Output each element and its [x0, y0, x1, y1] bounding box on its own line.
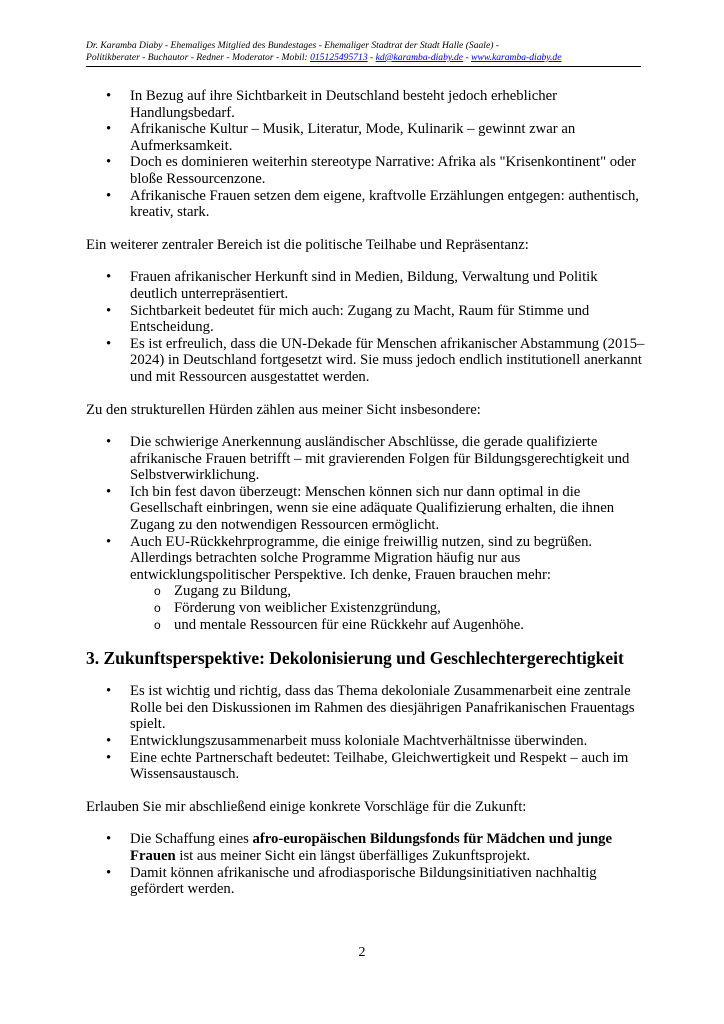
- list-item: • Sichtbarkeit bedeutet für mich auch: Zugang zu Macht, Raum für Stimme und Entscheidung.: [86, 303, 646, 336]
- sublist-item: o und mentale Ressourcen für eine Rückkehr auf Augenhöhe.: [130, 617, 646, 634]
- page-body: [86, 88, 646, 898]
- list-item: • Es ist wichtig und richtig, dass das Thema dekoloniale Zusammenarbeit eine zentrale Rolle bei den Diskussionen im Rahmen des diesjährigen Panafrikanischen Frauentags spielt.: [86, 683, 646, 733]
- list-item: • Die schwierige Anerkennung ausländischer Abschlüsse, die gerade qualifizierte afrikanische Frauen betrifft – mit gravierenden Folgen für Bildungsgerechtigkeit und Selbstverwirklichung.: [86, 434, 646, 484]
- list-item: • Doch es dominieren weiterhin stereotype Narrative: Afrika als "Krisenkontinent" oder bloße Ressourcenzone.: [86, 154, 646, 187]
- visibility-list: [86, 88, 646, 221]
- list-item: • Es ist erfreulich, dass die UN-Dekade für Menschen afrikanischer Abstammung (2015–2024) in Deutschland fortgesetzt wird. Sie muss jedoch endlich institutionell anerkannt und mit Ressourcen ausgestattet werden.: [86, 336, 646, 386]
- list-item-text: ist aus meiner Sicht ein längst überfälliges Zukunftsprojekt.: [175, 847, 531, 864]
- page-header: [86, 40, 641, 67]
- bold-emphasis: afro-europäischen Bildungsfonds für Mädchen und junge Frauen: [130, 831, 613, 864]
- proposals-list: [86, 831, 646, 897]
- paragraph-barriers: Zu den strukturellen Hürden zählen aus meiner Sicht insbesondere:: [86, 401, 481, 418]
- list-item: • Frauen afrikanischer Herkunft sind in Medien, Bildung, Verwaltung und Politik deutlich unterrepräsentiert.: [86, 269, 646, 302]
- header-divider: [86, 66, 641, 67]
- list-item: [86, 534, 646, 634]
- future-list: [86, 683, 646, 783]
- phone-link[interactable]: 015125495713: [310, 52, 368, 63]
- list-item-text: Auch EU-Rückkehrprogramme, die einige freiwillig nutzen, sind zu begrüßen. Allerdings betrachten solche Programme Migration häufig nur aus entwicklungspolitischer Perspektive. Ich denke, Frauen brauchen mehr:: [130, 533, 593, 583]
- header-line-1: Dr. Karamba Diaby - Ehemaliges Mitglied des Bundestages - Ehemaliger Stadtrat der Stadt Halle (Saale) -: [86, 40, 500, 51]
- paragraph-participation: Ein weiterer zentraler Bereich ist die politische Teilhabe und Repräsentanz:: [86, 236, 529, 253]
- list-item: • Afrikanische Kultur – Musik, Literatur, Mode, Kulinarik – gewinnt zwar an Aufmerksamkeit.: [86, 121, 646, 154]
- header-line-2: [86, 52, 641, 64]
- barriers-list: [86, 434, 646, 633]
- list-item: [86, 831, 646, 864]
- header-roles: Politikberater - Buchautor - Redner - Moderator - Mobil:: [86, 52, 311, 63]
- list-item: • In Bezug auf ihre Sichtbarkeit in Deutschland besteht jedoch erheblicher Handlungsbedarf.: [86, 88, 646, 121]
- sublist-item: o Zugang zu Bildung,: [130, 583, 646, 600]
- participation-list: [86, 269, 646, 385]
- list-item: • Entwicklungszusammenarbeit muss koloniale Machtverhältnisse überwinden.: [86, 733, 646, 750]
- needs-sublist: [130, 583, 646, 633]
- list-item: • Damit können afrikanische und afrodiasporische Bildungsinitiativen nachhaltig gefördert werden.: [86, 865, 646, 898]
- section-heading: 3. Zukunftsperspektive: Dekolonisierung und Geschlechtergerechtigkeit: [86, 648, 624, 669]
- list-item: • Ich bin fest davon überzeugt: Menschen können sich nur dann optimal in die Gesellschaft einbringen, wenn sie eine adäquate Qualifizierung erhalten, die ihnen Zugang zu den notwendigen Ressourcen ermöglicht.: [86, 484, 646, 534]
- list-item: • Eine echte Partnerschaft bedeutet: Teilhabe, Gleichwertigkeit und Respekt – auch im Wissensaustausch.: [86, 750, 646, 783]
- paragraph-proposals: Erlauben Sie mir abschließend einige konkrete Vorschläge für die Zukunft:: [86, 798, 527, 815]
- header-separator: -: [367, 52, 376, 63]
- website-link[interactable]: www.karamba-diaby.de: [471, 52, 562, 63]
- header-separator: -: [463, 52, 472, 63]
- email-link[interactable]: kd@karamba-diaby.de: [375, 52, 464, 63]
- list-item: • Afrikanische Frauen setzen dem eigene, kraftvolle Erzählungen entgegen: authentisch, kreativ, stark.: [86, 188, 646, 221]
- page-number: 2: [358, 945, 366, 960]
- sublist-item: o Förderung von weiblicher Existenzgründung,: [130, 600, 646, 617]
- list-item-text: Die Schaffung eines: [130, 831, 253, 848]
